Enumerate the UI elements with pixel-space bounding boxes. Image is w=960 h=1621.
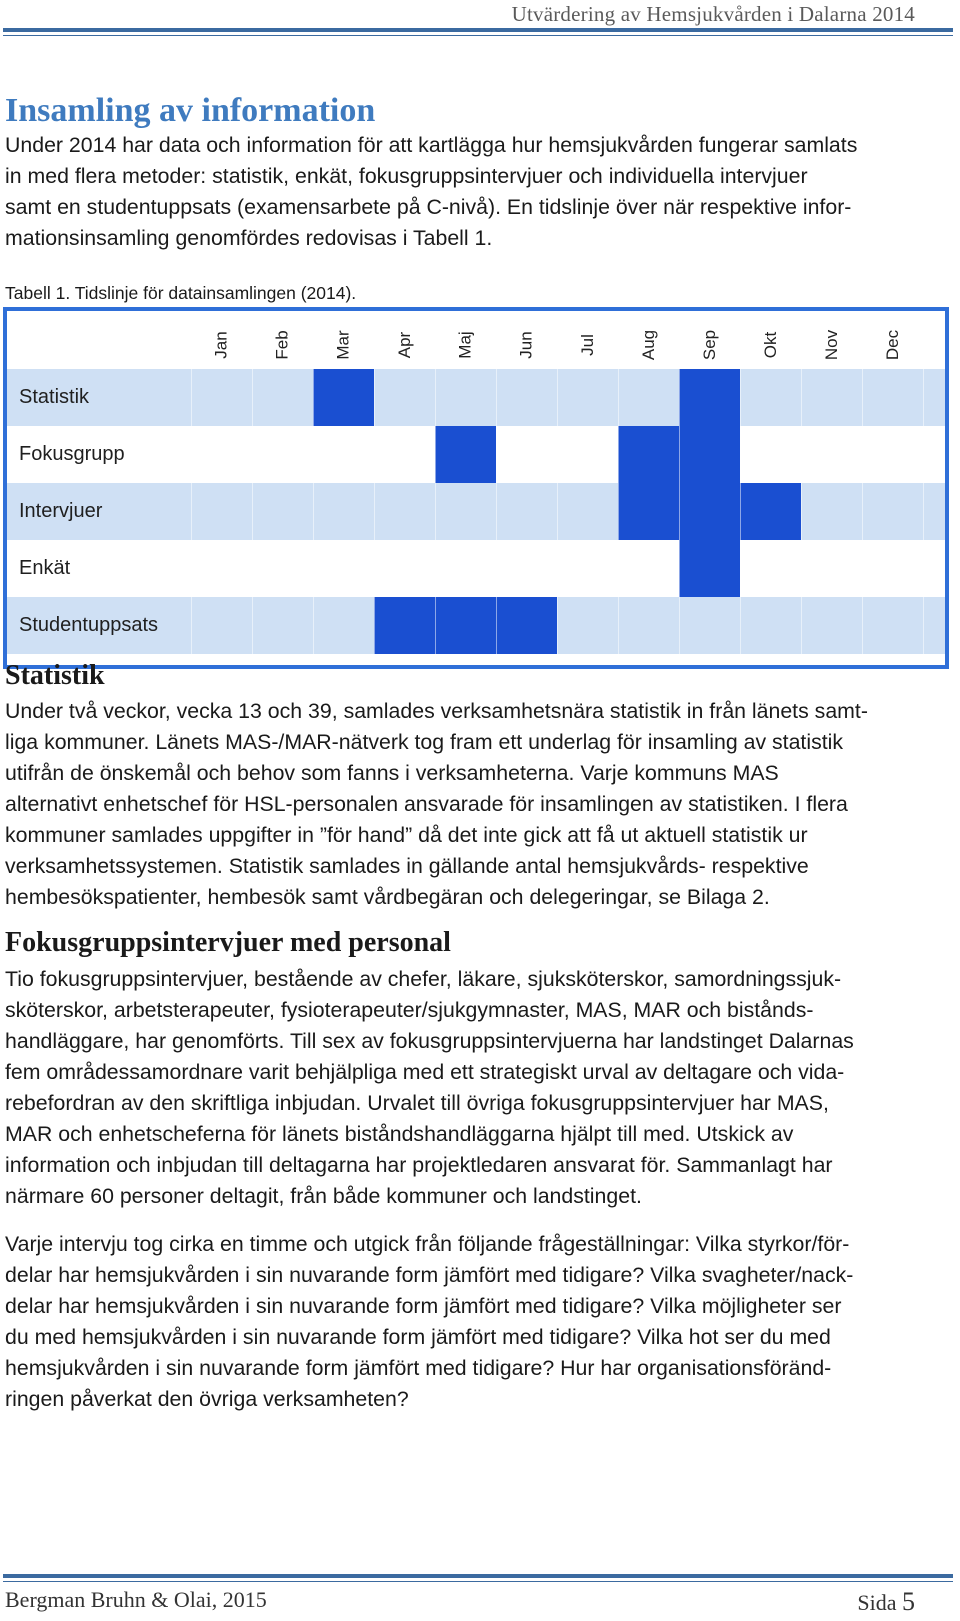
column-divider — [740, 369, 741, 654]
text-line: fem områdessamordnare varit behjälpliga med ett strategiskt urval av deltagare och vida- — [5, 1060, 845, 1084]
month-header-apr — [374, 319, 436, 371]
month-header-label: Okt — [760, 331, 780, 359]
month-header-maj — [435, 319, 497, 371]
column-divider — [618, 369, 619, 654]
month-header-label: Apr — [395, 331, 414, 359]
section3-paragraph-1 — [5, 964, 945, 1212]
timeline-cell — [313, 540, 374, 597]
timeline-row-label: Fokusgrupp — [19, 443, 125, 465]
text-line: handläggare, har genomförts. Till sex av fokusgruppsintervjuerna har landstinget Dalarnas — [5, 1029, 854, 1053]
column-divider — [496, 369, 497, 654]
timeline-cell — [496, 483, 557, 540]
text-line: in med flera metoder: statistik, enkät, fokusgruppsintervjuer och individuella intervjuer — [5, 164, 808, 188]
text-line: Tio fokusgruppsintervjuer, bestående av chefer, läkare, sjuksköterskor, samordningssjuk- — [5, 967, 842, 991]
text-line: Under 2014 har data och information för att kartlägga hur hemsjukvården fungerar samlats — [5, 133, 858, 157]
month-header-jun — [496, 319, 558, 371]
month-header-label: Nov — [821, 329, 841, 361]
text-line: delar har hemsjukvården i sin nuvarande form jämfört med tidigare? Vilka möjligheter ser — [5, 1294, 842, 1318]
column-divider — [252, 369, 253, 654]
page-label: Sida — [857, 1590, 897, 1615]
timeline-cell — [862, 540, 923, 597]
text-line: delar har hemsjukvården i sin nuvarande form jämfört med tidigare? Vilka svagheter/nack- — [5, 1263, 854, 1287]
month-header-label: Mar — [334, 330, 353, 360]
text-line: rebefordran av den skriftliga inbjudan. Urvalet till övriga fokusgruppsintervjuer har MAS, — [5, 1091, 829, 1115]
timeline-cell — [740, 426, 801, 483]
column-divider — [435, 369, 436, 654]
timeline-cell — [862, 426, 923, 483]
timeline-cell-active — [618, 483, 679, 540]
timeline-cell — [191, 483, 252, 540]
text-line: hemsjukvården i sin nuvarande form jämfört med tidigare? Hur har organisationsföränd- — [5, 1356, 832, 1380]
timeline-cell-active — [740, 483, 801, 540]
timeline-cell — [801, 369, 862, 426]
timeline-cell — [374, 369, 435, 426]
timeline-cell — [252, 597, 313, 654]
column-divider — [801, 369, 802, 654]
timeline-row-label: Studentuppsats — [19, 614, 158, 636]
text-line: Under två veckor, vecka 13 och 39, samlades verksamhetsnära statistik in från länets samt- — [5, 699, 868, 723]
month-header-label: Aug — [639, 329, 658, 361]
month-header-nov — [801, 319, 863, 371]
timeline-cell — [374, 426, 435, 483]
timeline-cell — [801, 540, 862, 597]
header-rule — [3, 28, 953, 32]
timeline-cell — [374, 540, 435, 597]
section-heading-fokusgrupp: Fokusgruppsintervjuer med personal — [5, 927, 451, 958]
timeline-cell — [313, 597, 374, 654]
month-header-aug — [618, 319, 680, 371]
timeline-cell-active — [679, 369, 740, 426]
header-title: Utvärdering av Hemsjukvården i Dalarna 2014 — [511, 2, 915, 26]
timeline-cell-active — [679, 483, 740, 540]
column-divider — [557, 369, 558, 654]
timeline-cell — [801, 426, 862, 483]
page-number: 5 — [902, 1587, 915, 1616]
timeline-row-label: Intervjuer — [19, 500, 103, 522]
timeline-cell-active — [618, 426, 679, 483]
timeline-cell — [313, 426, 374, 483]
timeline-cell — [496, 426, 557, 483]
section-heading-statistik: Statistik — [5, 660, 105, 691]
timeline-row-label: Statistik — [19, 386, 90, 408]
timeline-cell-active — [313, 369, 374, 426]
timeline-cell — [740, 540, 801, 597]
footer-page — [857, 1587, 915, 1617]
timeline-cell — [252, 540, 313, 597]
month-header-label: Jan — [211, 331, 231, 359]
section-heading-insamling: Insamling av information — [5, 92, 376, 129]
timeline-cell — [557, 540, 618, 597]
month-header-label: Sep — [700, 329, 719, 361]
footer-authors: Bergman Bruhn & Olai, 2015 — [5, 1587, 267, 1612]
timeline-cell — [435, 483, 496, 540]
timeline-cell — [801, 597, 862, 654]
timeline-cell-active — [679, 540, 740, 597]
timeline-cell-active — [374, 597, 435, 654]
timeline-cell — [435, 369, 496, 426]
month-header-feb — [252, 319, 314, 371]
timeline-cell — [435, 540, 496, 597]
text-line: samt en studentuppsats (examensarbete på C-nivå). En tidslinje över när respektive infor- — [5, 195, 852, 219]
footer-rule-thin — [3, 1581, 953, 1582]
timeline-cell — [557, 369, 618, 426]
timeline-cell-active — [496, 597, 557, 654]
text-line: du med hemsjukvården i sin nuvarande form jämfört med tidigare? Vilka hot ser du med — [5, 1325, 831, 1349]
timeline-cell — [679, 597, 740, 654]
text-line: hembesökspatienter, hembesök samt vårdbegäran och delegeringar, se Bilaga 2. — [5, 885, 770, 909]
text-line: liga kommuner. Länets MAS-/MAR-nätverk tog fram ett underlag för insamling av statistik — [5, 730, 844, 754]
timeline-cell — [862, 369, 923, 426]
text-line: verksamhetssystemen. Statistik samlades in gällande antal hemsjukvårds- respektive — [5, 854, 809, 878]
timeline-cell — [801, 483, 862, 540]
month-header-okt — [740, 319, 802, 371]
month-header-mar — [313, 319, 375, 371]
column-divider — [374, 369, 375, 654]
timeline-cell — [618, 540, 679, 597]
footer-rule — [3, 1574, 953, 1578]
month-header-label: Feb — [272, 330, 292, 360]
timeline-cell — [252, 426, 313, 483]
page-header — [0, 0, 960, 40]
month-header-label: Dec — [882, 329, 902, 361]
timeline-row-label: Enkät — [19, 557, 71, 579]
timeline-cell — [740, 597, 801, 654]
timeline-cell — [557, 597, 618, 654]
month-header-label: Jun — [516, 331, 536, 359]
text-line: alternativt enhetschef för HSL-personalen ansvarade för insamlingen av statistiken. I flera — [5, 792, 848, 816]
timeline-cell — [862, 483, 923, 540]
month-header-dec — [862, 319, 924, 371]
month-header-label: Maj — [456, 331, 475, 359]
text-line: MAR och enhetscheferna för länets biståndshandläggarna hjälpt till med. Utskick av — [5, 1122, 794, 1146]
timeline-cell — [191, 597, 252, 654]
timeline-cell — [496, 540, 557, 597]
section3-paragraph-2 — [5, 1229, 945, 1415]
text-line: närmare 60 personer deltagit, från både kommuner och landstinget. — [5, 1184, 642, 1208]
timeline-cell-active — [679, 426, 740, 483]
column-divider — [191, 369, 192, 654]
column-divider — [313, 369, 314, 654]
text-line: ringen påverkat den övriga verksamheten? — [5, 1387, 409, 1411]
timeline-cell — [557, 426, 618, 483]
table-caption: Tabell 1. Tidslinje för datainsamlingen (2014). — [5, 283, 357, 303]
timeline-table — [3, 307, 949, 669]
timeline-cell — [191, 369, 252, 426]
timeline-cell — [496, 369, 557, 426]
month-header-jan — [191, 319, 253, 371]
timeline-cell — [557, 483, 618, 540]
text-line: information och inbjudan till deltagarna har projektledaren ansvarat för. Sammanlagt har — [5, 1153, 833, 1177]
timeline-cell-active — [435, 426, 496, 483]
header-rule-thin — [3, 35, 953, 36]
text-line: sköterskor, arbetsterapeuter, fysioterapeuter/sjukgymnaster, MAS, MAR och bistånds- — [5, 998, 814, 1022]
column-divider — [923, 369, 924, 654]
timeline-cell — [252, 369, 313, 426]
timeline-cell — [618, 369, 679, 426]
text-line: mationsinsamling genomfördes redovisas i Tabell 1. — [5, 226, 493, 250]
text-line: kommuner samlades uppgifter in ”för hand” då det inte gick att få ut aktuell statistik ur — [5, 823, 808, 847]
timeline-cell — [374, 483, 435, 540]
timeline-cell — [191, 426, 252, 483]
timeline-cell — [862, 597, 923, 654]
timeline-cell — [252, 483, 313, 540]
section2-paragraph — [5, 696, 945, 913]
month-header-sep — [679, 319, 741, 371]
section1-paragraph — [5, 130, 945, 254]
text-line: Varje intervju tog cirka en timme och utgick från följande frågeställningar: Vilka styrkor/för- — [5, 1232, 850, 1256]
timeline-cell — [740, 369, 801, 426]
timeline-cell — [191, 540, 252, 597]
timeline-cell — [313, 483, 374, 540]
month-header-jul — [557, 319, 619, 371]
column-divider — [679, 369, 680, 654]
timeline-cell — [618, 597, 679, 654]
column-divider — [862, 369, 863, 654]
month-header-label: Jul — [577, 334, 597, 356]
text-line: utifrån de önskemål och behov som fanns i verksamheterna. Varje kommuns MAS — [5, 761, 779, 785]
timeline-cell-active — [435, 597, 496, 654]
